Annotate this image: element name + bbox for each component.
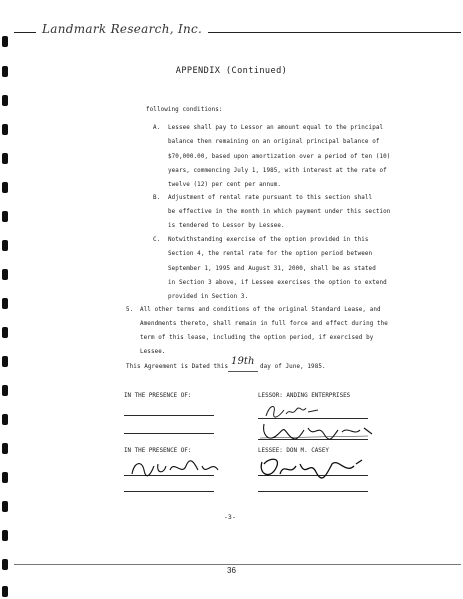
binding-tab	[2, 182, 8, 193]
lessee-signature-line	[258, 491, 368, 492]
binding-tab	[2, 95, 8, 106]
lessor-witness-signature	[262, 402, 322, 422]
dated-prefix: This Agreement is Dated this	[126, 364, 229, 370]
condition-line: September 1, 1995 and August 31, 2000, shall be as stated	[168, 266, 376, 272]
intro-text: following conditions:	[146, 107, 223, 113]
footer-page-number: 36	[227, 566, 236, 575]
binding-tab	[2, 153, 8, 164]
binding-tab	[2, 586, 8, 597]
binding-tab	[2, 385, 8, 396]
binding-tab	[2, 298, 8, 309]
dated-suffix: day of June, 1985.	[260, 364, 326, 370]
binding-tab	[2, 501, 8, 512]
footer-rule	[14, 564, 461, 565]
handwritten-day: 19th	[231, 356, 255, 367]
witness-signature-line	[124, 433, 214, 434]
binding-tab	[2, 414, 8, 425]
lessee-witness-signature	[128, 456, 224, 480]
witness-signature-line	[124, 415, 214, 416]
condition-line: Notwithstanding exercise of the option provided in this	[168, 237, 369, 243]
page-number: -3-	[224, 513, 236, 521]
binding-tab	[2, 327, 8, 338]
condition-line: Adjustment of rental rate pursuant to this section shall	[168, 195, 373, 201]
section-line: All other terms and conditions of the original Standard Lease, and	[140, 307, 381, 313]
condition-line: provided in Section 3.	[168, 294, 249, 300]
condition-line: be effective in the month in which payment under this section	[168, 209, 391, 215]
binding-tab	[2, 269, 8, 280]
section-line: term of this lease, including the option period, if exercised by	[140, 335, 374, 341]
condition-line: twelve (12) per cent per annum.	[168, 182, 282, 188]
condition-line: is tendered to Lessor by Lessee.	[168, 223, 285, 229]
condition-line: years, commencing July 1, 1985, with interest at the rate of	[168, 168, 387, 174]
section-line: Lessee.	[140, 349, 166, 355]
condition-line: balance then remaining on an original principal balance of	[168, 139, 380, 145]
condition-line: Lessee shall pay to Lessor an amount equal to the principal	[168, 125, 384, 131]
condition-label: A.	[153, 125, 161, 131]
binding-tab	[2, 472, 8, 483]
binding-tab	[2, 36, 8, 47]
page-title: APPENDIX (Continued)	[175, 66, 288, 76]
company-letterhead: Landmark Research, Inc.	[36, 20, 208, 38]
binding-tab	[2, 240, 8, 251]
lessor-label: LESSOR: ANDING ENTERPRISES	[258, 393, 351, 399]
lessee-label: LESSEE: DON M. CASEY	[258, 448, 329, 454]
witness-label-lessor: IN THE PRESENCE OF:	[124, 393, 192, 399]
condition-line: in Section 3 above, if Lessee exercises the option to extend	[168, 280, 387, 286]
condition-label: B.	[153, 195, 161, 201]
binding-tab	[2, 356, 8, 367]
binding-tab	[2, 124, 8, 135]
section-label: 5.	[126, 307, 134, 313]
lessee-signature	[256, 454, 366, 484]
section-line: Amendments thereto, shall remain in full force and effect during the	[140, 321, 388, 327]
day-blank	[228, 371, 258, 372]
binding-tab	[2, 211, 8, 222]
condition-label: C.	[153, 237, 161, 243]
lessor-signature	[258, 420, 378, 444]
binding-tab	[2, 443, 8, 454]
condition-line: Section 4, the rental rate for the option period between	[168, 251, 373, 257]
witness-label-lessee: IN THE PRESENCE OF:	[124, 448, 192, 454]
condition-line: $70,000.00, based upon amortization over a period of ten (10)	[168, 154, 391, 160]
binding-tab	[2, 530, 8, 541]
witness-signature-line	[124, 491, 214, 492]
